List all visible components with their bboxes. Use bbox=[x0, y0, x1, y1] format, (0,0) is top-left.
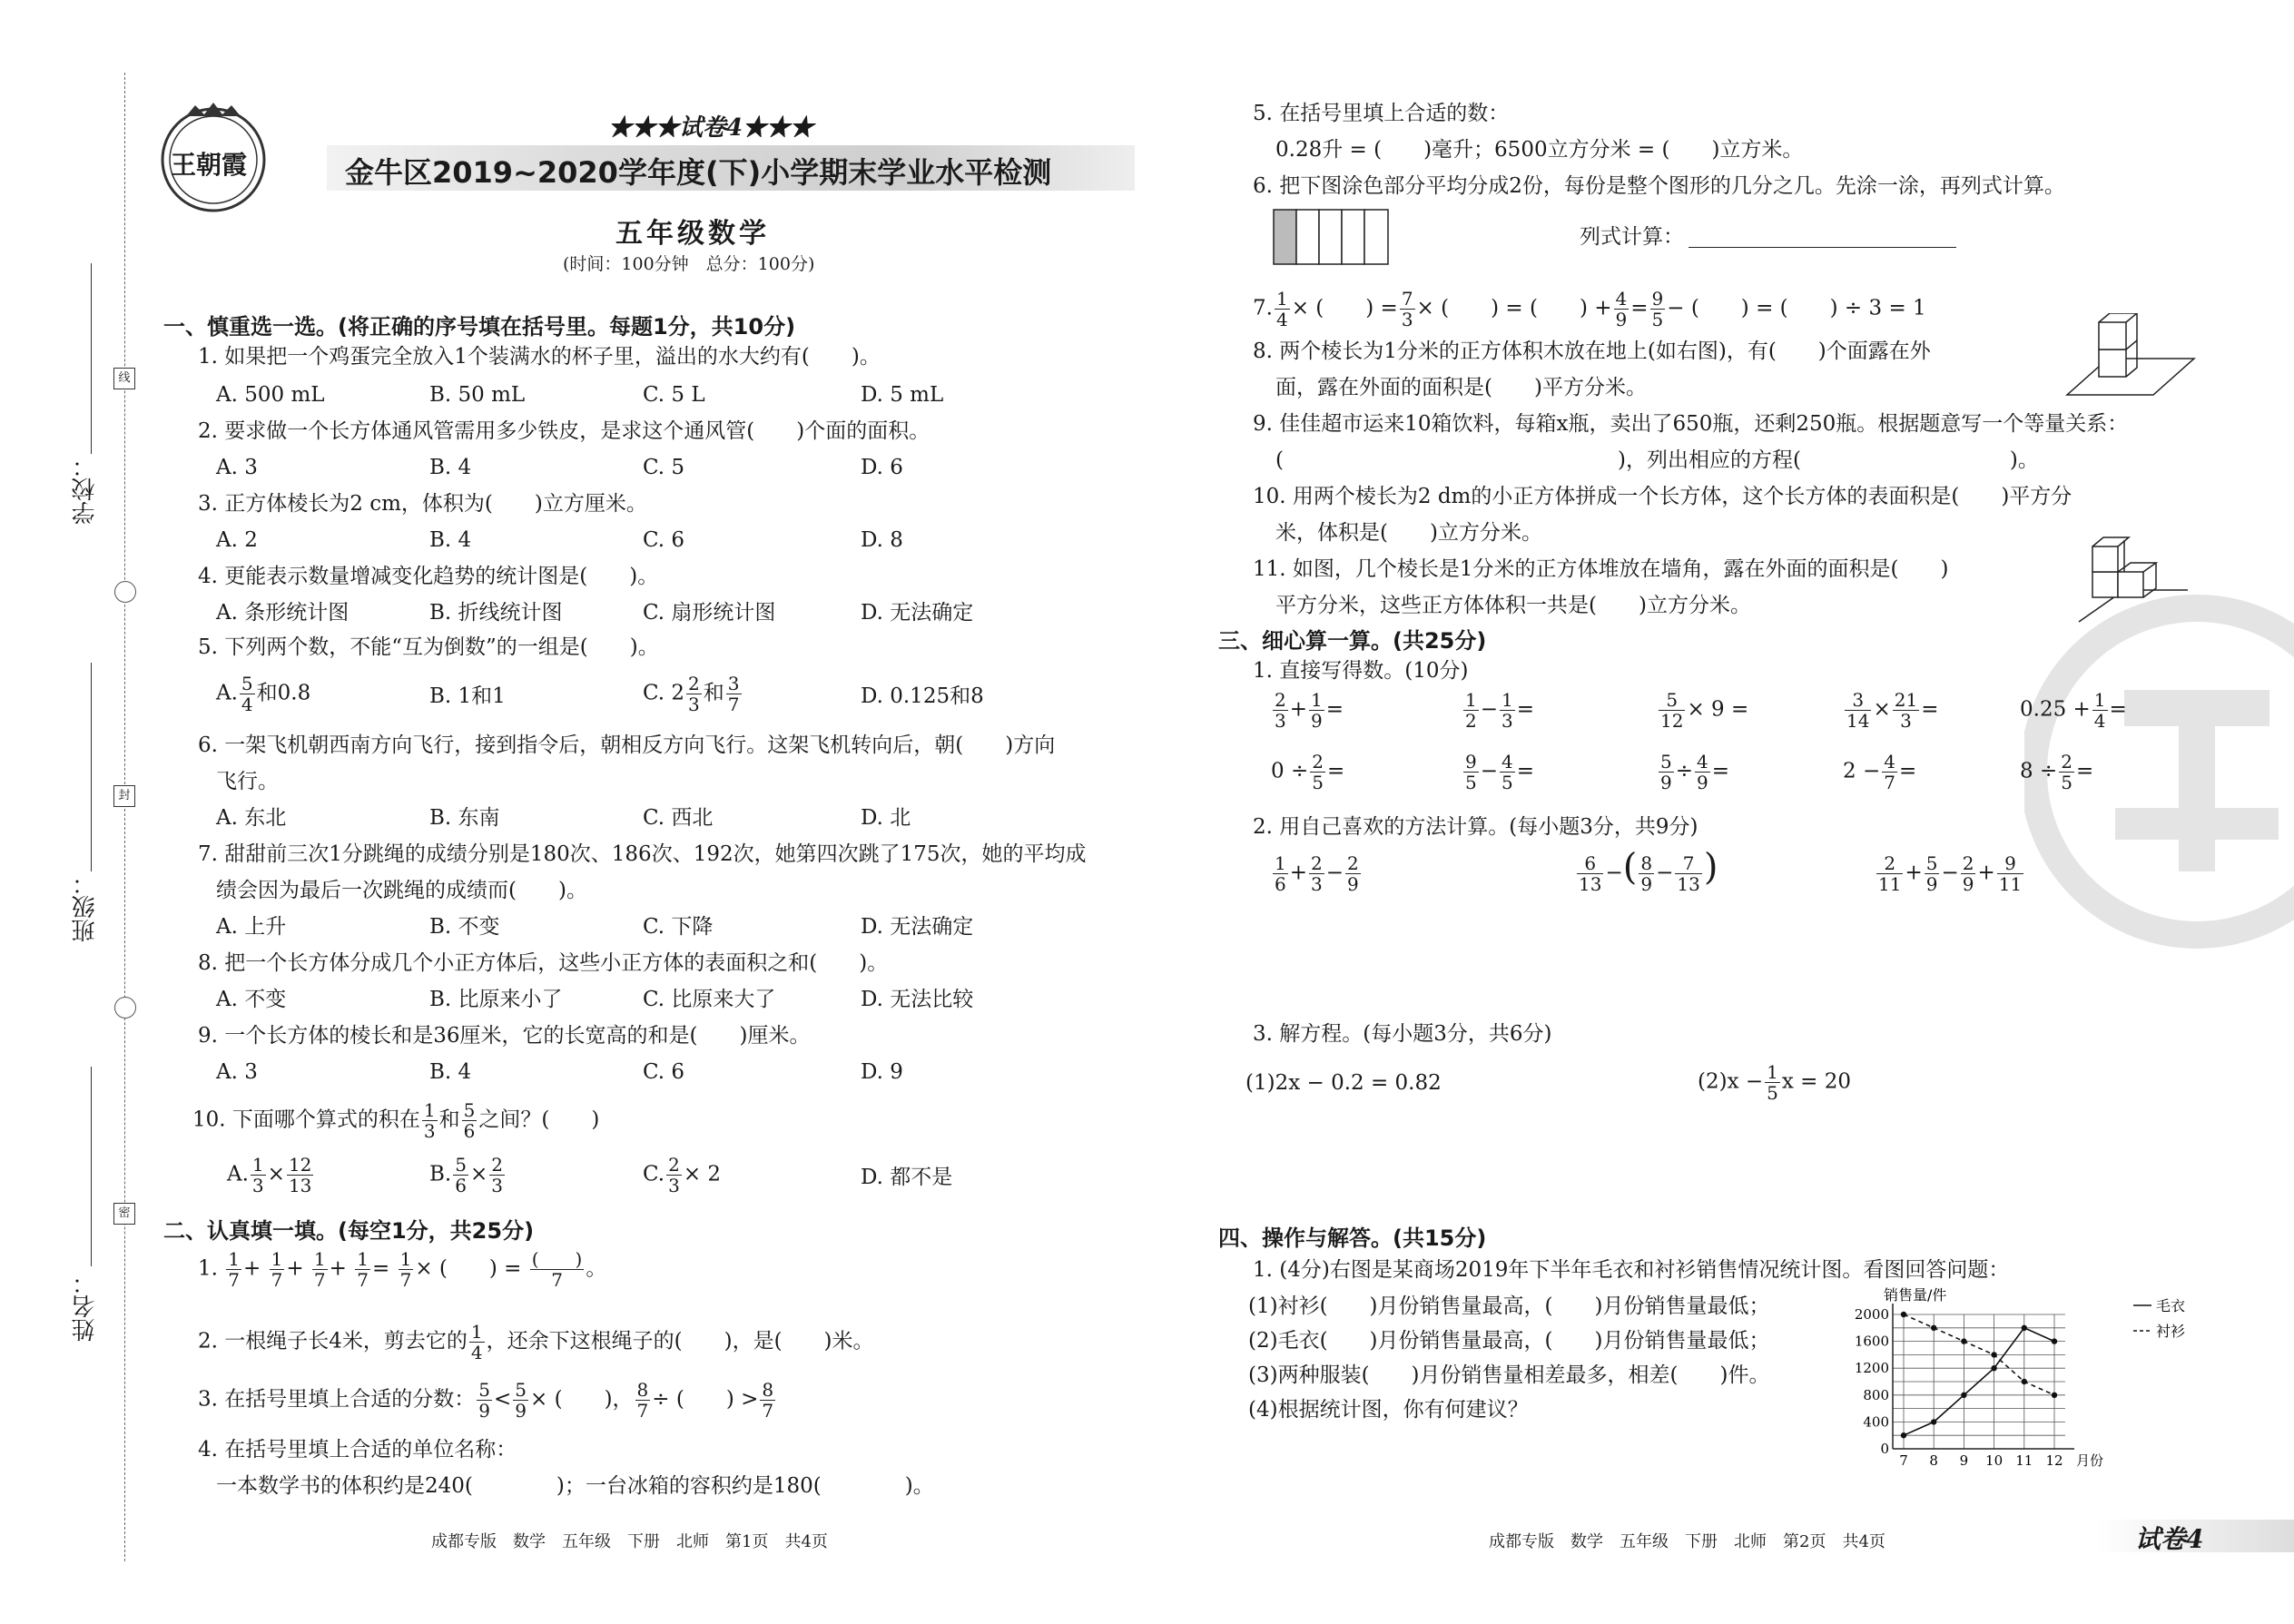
oral-calc-item: $\frac{2}{3}$ + $\frac{1}{9}$ = bbox=[1275, 689, 1344, 732]
sales-line-chart bbox=[1843, 1287, 2206, 1487]
s3-calc-2: $\frac{6}{13}$ −( $\frac{8}{9}$ − $\frac{7}{13}$ ) bbox=[1579, 846, 1718, 895]
s3-part2: 2. 用自己喜欢的方法计算。(每小题3分，共9分) bbox=[1253, 815, 1698, 839]
s1-q4-opt-d: D. 无法确定 bbox=[861, 601, 974, 625]
s1-q7-opt-a: A. 上升 bbox=[216, 915, 287, 939]
x-tick-label: 8 bbox=[1929, 1452, 1938, 1469]
s1-q4-opt-b: B. 折线统计图 bbox=[429, 601, 563, 625]
footer-badge: 试卷4 bbox=[2135, 1524, 2204, 1554]
data-point bbox=[2022, 1325, 2027, 1331]
two-cubes-figure bbox=[2063, 313, 2199, 404]
binding-hole-icon bbox=[114, 581, 136, 603]
s2-q10-line1: 10. 用两个棱长为2 dm的小正方体拼成一个长方体，这个长方体的表面积是( )平方分 bbox=[1253, 485, 2072, 508]
s1-q4-opt-c: C. 扇形统计图 bbox=[643, 601, 776, 625]
s2-q8-line1: 8. 两个棱长为1分米的正方体积木放在地上(如右图)，有( )个面露在外 bbox=[1253, 340, 1931, 363]
data-point bbox=[1961, 1393, 1966, 1398]
s2-q11-line1: 11. 如图，几个棱长是1分米的正方体堆放在墙角，露在外面的面积是( ) bbox=[1253, 557, 1949, 581]
s1-q2-opt-c: C. 5 bbox=[643, 456, 685, 479]
s1-q6-line2: 飞行。 bbox=[216, 770, 279, 793]
s1-q3-opt-d: D. 8 bbox=[861, 528, 903, 552]
s2-q6: 6. 把下图涂色部分平均分成2份，每份是整个图形的几分之几。先涂一涂，再列式计算。 bbox=[1253, 174, 2065, 198]
s3-calc-1: $\frac{1}{6}$ + $\frac{2}{3}$ − $\frac{2}{9}$ bbox=[1275, 852, 1359, 895]
s1-q9-opt-b: B. 4 bbox=[429, 1060, 472, 1084]
s1-q4: 4. 更能表示数量增减变化趋势的统计图是( )。 bbox=[198, 565, 659, 588]
data-point bbox=[1901, 1432, 1906, 1438]
s2-q9-line1: 9. 佳佳超市运来10箱饮料，每箱x瓶，卖出了650瓶，还剩250瓶。根据题意写一个等量关系： bbox=[1253, 412, 2129, 436]
s1-q1-opt-a: A. 500 mL bbox=[216, 383, 325, 407]
s1-q6-line1: 6. 一架飞机朝西南方向飞行，接到指令后，朝相反方向飞行。这架飞机转向后，朝( )方向 bbox=[198, 733, 1056, 757]
s2-q3: 3. 在括号里填上合适的分数： $\frac{5}{9}$ < $\frac{5}{9}$ × ( )， $\frac{8}{7}$ ÷ ( ) > $\frac{8}{7}$ bbox=[198, 1379, 774, 1422]
s1-q10-opt-a: A. $\frac{1}{3}$ × $\frac{12}{13}$ bbox=[227, 1154, 312, 1196]
section-1-title: 一、慎重选一选。(将正确的序号填在括号里。每题1分，共10分) bbox=[163, 314, 796, 340]
oral-calc-item: 0 ÷ $\frac{2}{5}$ = bbox=[1271, 751, 1345, 793]
s2-q5-line: 0.28升 = ( )毫升；6500立方分米 = ( )立方米。 bbox=[1275, 138, 1804, 162]
s1-q7-opt-c: C. 下降 bbox=[643, 915, 714, 939]
s2-q4: 4. 在括号里填上合适的单位名称： bbox=[198, 1438, 517, 1462]
s2-q2: 2. 一根绳子长4米，剪去它的 $\frac{1}{4}$ ，还余下这根绳子的( )，是( )米。 bbox=[198, 1321, 874, 1363]
section-4-title: 四、操作与解答。(共15分) bbox=[1218, 1225, 1487, 1251]
oral-calc-item: $\frac{5}{9}$ ÷ $\frac{4}{9}$ = bbox=[1660, 751, 1730, 793]
s1-q8-opt-d: D. 无法比较 bbox=[861, 988, 974, 1011]
s1-q5-opt-c: C. 2 $\frac{2}{3}$ 和 $\frac{3}{7}$ bbox=[643, 673, 740, 715]
s4-q1-a3: (3)两种服装( )月份销售量相差最多，相差( )件。 bbox=[1248, 1363, 1770, 1387]
class-label: 班级： bbox=[72, 871, 99, 942]
class-field[interactable] bbox=[91, 663, 92, 871]
s1-q8-opt-c: C. 比原来大了 bbox=[643, 988, 776, 1011]
s1-q7-line2: 绩会因为最后一次跳绳的成绩而( )。 bbox=[216, 879, 587, 902]
data-point bbox=[2052, 1338, 2057, 1343]
s1-q2: 2. 要求做一个长方体通风管需用多少铁皮，是求这个通风管( )个面的面积。 bbox=[198, 419, 930, 443]
school-field[interactable] bbox=[91, 263, 92, 454]
y-axis-label: 销售量/件 bbox=[1884, 1287, 1947, 1304]
school-label: 学校： bbox=[72, 454, 99, 525]
footer-right: 成都专版 数学 五年级 下册 北师 第2页 共4页 bbox=[1489, 1532, 1885, 1551]
x-tick-label: 7 bbox=[1899, 1452, 1908, 1469]
s1-q8-opt-a: A. 不变 bbox=[216, 988, 287, 1011]
s1-q9-opt-d: D. 9 bbox=[861, 1060, 903, 1084]
s1-q3-opt-c: C. 6 bbox=[643, 528, 685, 552]
s1-q2-opt-d: D. 6 bbox=[861, 456, 903, 479]
s1-q5: 5. 下列两个数，不能“互为倒数”的一组是( )。 bbox=[198, 635, 659, 659]
s1-q7-opt-d: D. 无法确定 bbox=[861, 915, 974, 939]
y-tick-label: 1200 bbox=[1854, 1360, 1889, 1377]
s1-q8-opt-b: B. 比原来小了 bbox=[429, 988, 563, 1011]
data-point bbox=[1961, 1338, 1966, 1343]
s3-equation-1: (1)2x − 0.2 = 0.82 bbox=[1245, 1071, 1442, 1095]
s1-q5-opt-b: B. 1和1 bbox=[429, 684, 506, 708]
s1-q2-opt-a: A. 3 bbox=[216, 456, 258, 479]
oral-calc-item: $\frac{5}{12}$ × 9 = bbox=[1660, 689, 1749, 732]
s1-q10-opt-b: B. $\frac{5}{6}$ × $\frac{2}{3}$ bbox=[429, 1154, 503, 1196]
s4-q1-a1: (1)衬衫( )月份销售量最高，( )月份销售量最低； bbox=[1248, 1294, 1770, 1318]
s1-q10-opt-d: D. 都不是 bbox=[861, 1166, 953, 1189]
oral-calc-item: 0.25 + $\frac{1}{4}$ = bbox=[2020, 689, 2127, 732]
data-point bbox=[1991, 1352, 1996, 1357]
s2-q8-line2: 面，露在外面的面积是( )平方分米。 bbox=[1275, 376, 1647, 399]
binding-tag-seal: 封 bbox=[113, 785, 135, 807]
name-label: 姓名： bbox=[72, 1271, 99, 1342]
s4-q1-a2: (2)毛衣( )月份销售量最高，( )月份销售量最低； bbox=[1248, 1329, 1770, 1353]
legend-label: 衬衫 bbox=[2156, 1323, 2186, 1340]
logo-text: 王朝霞 bbox=[171, 150, 248, 180]
s1-q1-opt-b: B. 50 mL bbox=[429, 383, 526, 407]
s1-q1-opt-d: D. 5 mL bbox=[861, 383, 944, 407]
s2-q9-line2: ( )，列出相应的方程( )。 bbox=[1275, 448, 2039, 472]
exam-title: 金牛区2019~2020学年度(下)小学期末学业水平检测 bbox=[345, 155, 1052, 190]
section-3-title: 三、细心算一算。(共25分) bbox=[1218, 628, 1487, 654]
binding-tag-line: 线 bbox=[113, 368, 135, 389]
shaded-rectangle-figure bbox=[1273, 209, 1391, 265]
data-point bbox=[1931, 1325, 1936, 1331]
s1-q9-opt-a: A. 3 bbox=[216, 1060, 258, 1084]
s2-q11-line2: 平方分米，这些正方体体积一共是( )立方分米。 bbox=[1275, 594, 1751, 617]
s1-q6-opt-a: A. 东北 bbox=[216, 806, 287, 830]
binding-tag-secret: 密 bbox=[113, 1203, 135, 1225]
oral-calc-item: 8 ÷ $\frac{2}{5}$ = bbox=[2020, 751, 2094, 793]
s1-q6-opt-c: C. 西北 bbox=[643, 806, 714, 830]
s1-q2-opt-b: B. 4 bbox=[429, 456, 472, 479]
oral-calc-item: 2 − $\frac{4}{7}$ = bbox=[1843, 751, 1917, 793]
s4-q1: 1. (4分)右图是某商场2019年下半年毛衣和衬衫销售情况统计图。看图回答问题： bbox=[1253, 1258, 2010, 1282]
data-point bbox=[1931, 1419, 1936, 1424]
s2-q7: 7. $\frac{1}{4}$ × ( ) = $\frac{7}{3}$ × ( ) = ( ) + $\frac{4}{9}$ = $\frac{9}{5}$ − ( ) = ( ) ÷ 3 = 1 bbox=[1253, 288, 1926, 330]
s1-q3: 3. 正方体棱长为2 cm，体积为( )立方厘米。 bbox=[198, 492, 647, 516]
data-point bbox=[1901, 1312, 1906, 1317]
s2-q10-line2: 米，体积是( )立方分米。 bbox=[1275, 521, 1542, 545]
data-point bbox=[1991, 1365, 1996, 1371]
exam-badge: ★★★试卷4★★★ bbox=[608, 114, 814, 142]
s1-q6-opt-d: D. 北 bbox=[861, 806, 911, 830]
s1-q4-opt-a: A. 条形统计图 bbox=[216, 601, 350, 625]
oral-calc-item: $\frac{1}{2}$ − $\frac{1}{3}$ = bbox=[1465, 689, 1535, 732]
binding-strip bbox=[0, 0, 145, 1624]
s2-q6-calc-field[interactable] bbox=[1689, 247, 1956, 248]
s1-q7-opt-b: B. 不变 bbox=[429, 915, 500, 939]
s2-q5: 5. 在括号里填上合适的数： bbox=[1253, 102, 1510, 125]
y-tick-label: 800 bbox=[1863, 1386, 1889, 1403]
oral-calc-item: $\frac{9}{5}$ − $\frac{4}{5}$ = bbox=[1465, 751, 1535, 793]
s1-q8: 8. 把一个长方体分成几个小正方体后，这些小正方体的表面积之和( )。 bbox=[198, 951, 889, 975]
s1-q6-opt-b: B. 东南 bbox=[429, 806, 500, 830]
s1-q10: 10. 下面哪个算式的积在 $\frac{1}{3}$ 和 $\frac{5}{6}$ 之间？( ) bbox=[192, 1099, 600, 1142]
s2-q6-calc-label: 列式计算： bbox=[1580, 225, 1684, 249]
oral-calc-item: $\frac{3}{14}$ × $\frac{21}{3}$ = bbox=[1846, 689, 1939, 732]
footer-left: 成都专版 数学 五年级 下册 北师 第1页 共4页 bbox=[431, 1532, 828, 1551]
x-tick-label: 10 bbox=[1985, 1452, 2004, 1469]
s1-q9: 9. 一个长方体的棱长和是36厘米，它的长宽高的和是( )厘米。 bbox=[198, 1024, 811, 1048]
x-axis-label: 月份 bbox=[2076, 1452, 2104, 1469]
s1-q3-opt-a: A. 2 bbox=[216, 528, 258, 552]
x-tick-label: 12 bbox=[2045, 1452, 2063, 1469]
y-tick-label: 0 bbox=[1880, 1441, 1889, 1457]
section-2-title: 二、认真填一填。(每空1分，共25分) bbox=[163, 1218, 535, 1244]
binding-dashed-line bbox=[124, 73, 125, 1561]
name-field[interactable] bbox=[91, 1067, 92, 1266]
x-tick-label: 11 bbox=[2015, 1452, 2033, 1469]
exam-time: (时间：100分钟 总分：100分) bbox=[563, 254, 815, 274]
s1-q5-opt-a: A. $\frac{5}{4}$ 和0.8 bbox=[216, 673, 311, 715]
binding-hole-icon bbox=[114, 997, 136, 1019]
s4-q1-a4: (4)根据统计图，你有何建议？ bbox=[1248, 1398, 1529, 1422]
legend-label: 毛衣 bbox=[2156, 1297, 2186, 1314]
s1-q3-opt-b: B. 4 bbox=[429, 528, 472, 552]
data-point bbox=[2052, 1393, 2057, 1398]
s1-q9-opt-c: C. 6 bbox=[643, 1060, 685, 1084]
s2-q1: 1. $\frac{1}{7}$ + $\frac{1}{7}$ + $\frac{1}{7}$ + $\frac{1}{7}$ = $\frac{1}{7}$ × ( ) = $\frac{( )}{7}$ 。 bbox=[198, 1248, 607, 1291]
s1-q7-line1: 7. 甜甜前三次1分跳绳的成绩分别是180次、186次、192次，她第四次跳了175次，她的平均成 bbox=[198, 842, 1087, 866]
x-tick-label: 9 bbox=[1959, 1452, 1969, 1469]
s1-q5-opt-d: D. 0.125和8 bbox=[861, 684, 984, 708]
y-tick-label: 1600 bbox=[1854, 1333, 1889, 1350]
subject-title: 五年级数学 bbox=[615, 218, 770, 250]
s3-calc-3: $\frac{2}{11}$ + $\frac{5}{9}$ − $\frac{2}{9}$ + $\frac{9}{11}$ bbox=[1878, 852, 2023, 895]
y-tick-label: 400 bbox=[1863, 1413, 1889, 1431]
s3-part3: 3. 解方程。(每小题3分，共6分) bbox=[1253, 1022, 1552, 1046]
s1-q10-opt-c: C. $\frac{2}{3}$ × 2 bbox=[643, 1154, 722, 1196]
s2-q4-line: 一本数学书的体积约是240( )；一台冰箱的容积约是180( )。 bbox=[216, 1474, 934, 1498]
s3-part1: 1. 直接写得数。(10分) bbox=[1253, 659, 1469, 683]
s3-equation-2: (2)x − $\frac{1}{5}$ x = 20 bbox=[1698, 1061, 1852, 1104]
s1-q1-opt-c: C. 5 L bbox=[643, 383, 705, 407]
s1-q1: 1. 如果把一个鸡蛋完全放入1个装满水的杯子里，溢出的水大约有( )。 bbox=[198, 345, 881, 369]
y-tick-label: 2000 bbox=[1854, 1306, 1889, 1323]
data-point bbox=[2022, 1379, 2027, 1384]
